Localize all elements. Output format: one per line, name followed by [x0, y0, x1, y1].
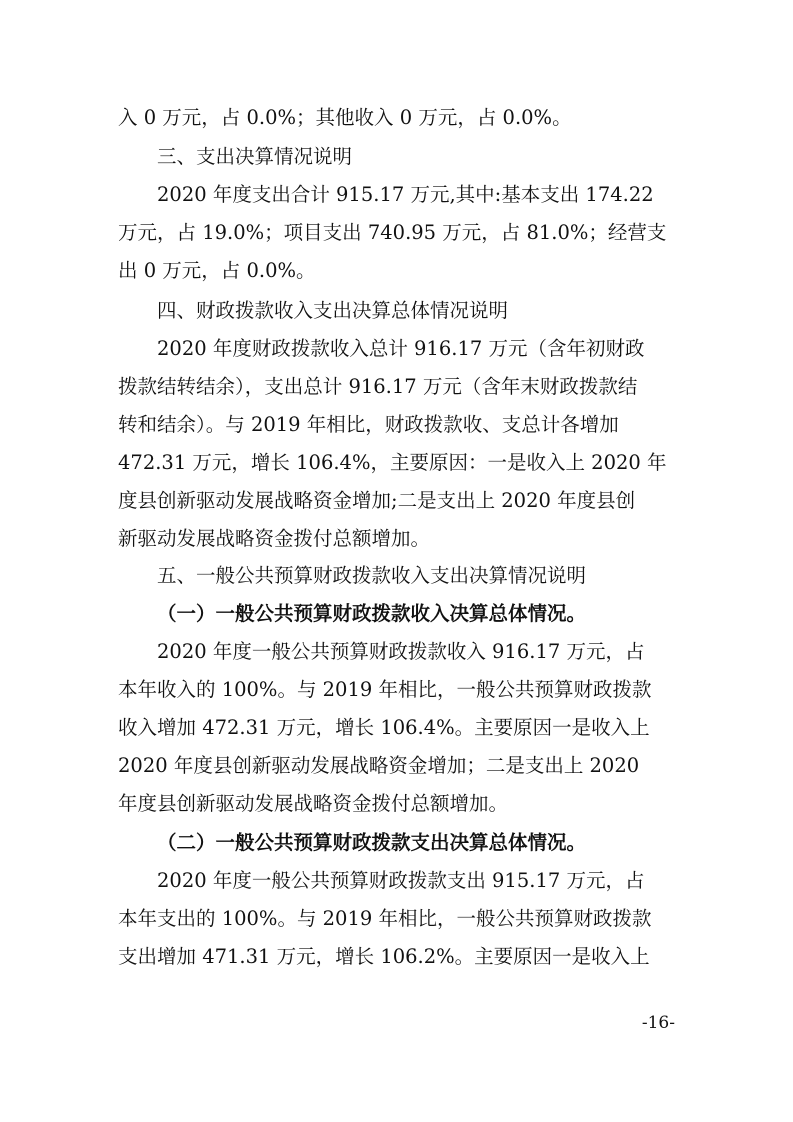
body-text-line: 本年支出的 100%。与 2019 年相比，一般公共预算财政拨款	[118, 907, 652, 930]
body-text-line: 拨款结转结余），支出总计 916.17 万元（含年末财政拨款结	[118, 375, 638, 398]
body-text-line: 2020 年度一般公共预算财政拨款收入 916.17 万元，占	[157, 640, 645, 663]
body-text-line: 支出增加 471.31 万元，增长 106.2%。主要原因一是收入上	[118, 945, 650, 968]
body-text-line: 2020 年度一般公共预算财政拨款支出 915.17 万元，占	[157, 869, 645, 892]
body-text-line: 转和结余）。与 2019 年相比，财政拨款收、支总计各增加	[118, 413, 619, 436]
body-text-line: 2020 年度财政拨款收入总计 916.17 万元（含年初财政	[157, 337, 645, 360]
section-heading-4: 四、财政拨款收入支出决算总体情况说明	[157, 299, 509, 322]
body-text-line: 收入增加 472.31 万元，增长 106.4%。主要原因一是收入上	[118, 716, 650, 739]
body-text-line: 新驱动发展战略资金拨付总额增加。	[118, 527, 431, 550]
body-text-line: 2020 年度支出合计 915.17 万元,其中:基本支出 174.22	[157, 183, 654, 206]
body-text-line: 度县创新驱动发展战略资金增加;二是支出上 2020 年度县创	[118, 489, 636, 512]
body-text-line: 万元，占 19.0%；项目支出 740.95 万元，占 81.0%；经营支	[118, 221, 667, 244]
body-text-line: 入 0 万元，占 0.0%；其他收入 0 万元，占 0.0%。	[118, 106, 572, 129]
body-text-line: 出 0 万元，占 0.0%。	[118, 259, 316, 282]
page-number: -16-	[641, 1013, 675, 1033]
section-heading-5: 五、一般公共预算财政拨款收入支出决算情况说明	[157, 564, 587, 587]
subsection-heading-2: （二）一般公共预算财政拨款支出决算总体情况。	[157, 831, 587, 854]
body-text-line: 本年收入的 100%。与 2019 年相比，一般公共预算财政拨款	[118, 678, 652, 701]
body-text-line: 年度县创新驱动发展战略资金拨付总额增加。	[118, 792, 509, 815]
body-text-line: 472.31 万元，增长 106.4%，主要原因：一是收入上 2020 年	[118, 451, 667, 474]
subsection-heading-1: （一）一般公共预算财政拨款收入决算总体情况。	[157, 602, 587, 625]
body-text-line: 2020 年度县创新驱动发展战略资金增加；二是支出上 2020	[118, 754, 640, 777]
section-heading-3: 三、支出决算情况说明	[157, 145, 353, 168]
